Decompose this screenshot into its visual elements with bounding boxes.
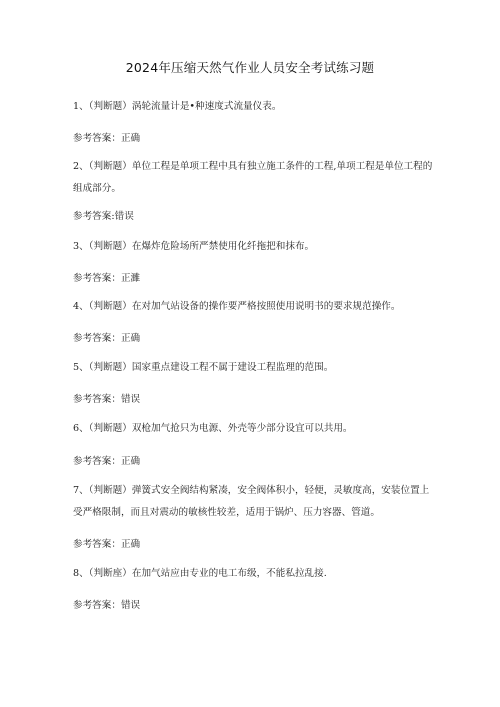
- question-2: 2、（判断题）单位工程是单项工程中具有独立施工条件的工程,单项工程是单位工程的组成部分。: [73, 161, 433, 194]
- question-1: 1、（判断题）涡轮流量计是•种速度式流量仪表。: [73, 101, 282, 112]
- answer-5: 参考答案：错误: [73, 394, 141, 405]
- answer-7: 参考答案：正确: [73, 539, 141, 550]
- question-5: 5、（判断题）国家重点建设工程不属于建设工程监理的范围。: [73, 362, 334, 373]
- answer-3: 参考答案：正濉: [73, 273, 141, 284]
- question-6: 6、（判断题）双枪加气抢只为电源、外壳等少部分设宜可以共用。: [73, 423, 353, 434]
- question-4: 4、（判断题）在对加气站设备的操作要严格按照使用说明书的要求规范操作。: [73, 301, 401, 312]
- answer-8: 参考答案：错误: [73, 600, 141, 611]
- answer-6: 参考答案：正确: [73, 456, 141, 467]
- answer-2: 参考答案:错误: [73, 211, 134, 222]
- question-3: 3、（判断题）在爆炸危险场所严禁使用化纤拖把和抹布。: [73, 241, 315, 252]
- document-title: 2024年压缩天然气作业人员安全考试练习题: [125, 60, 375, 75]
- answer-1: 参考答案：正确: [73, 133, 141, 144]
- answer-4: 参考答案：正确: [73, 333, 141, 344]
- question-7: 7、（判断题）弹簧式安全阀结构紧凑，安全阀体积小，轻便，灵敏度高，安装位置上受严格限制，而且对震动的敏核性较差，适用于锅炉、压力容器、管道。: [73, 485, 430, 518]
- question-8: 8、（判断座）在加气站应由专业的电工布级，不能私拉乱接.: [73, 568, 327, 579]
